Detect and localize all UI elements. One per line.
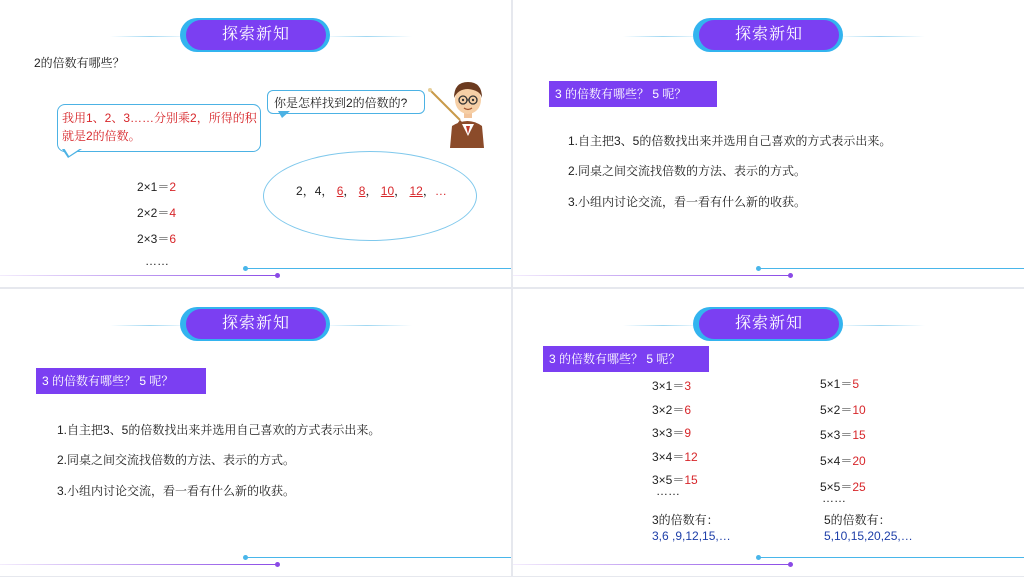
question-label: 3 的倍数有哪些？ 5 呢？ <box>549 81 717 107</box>
step-item: 2.同桌之间交流找倍数的方法、表示的方式。 <box>57 453 296 467</box>
step-item: 3.小组内讨论交流，看一看有什么新的收获。 <box>57 484 296 498</box>
fives-heading: 5的倍数有： <box>824 513 891 527</box>
slide-title: 探索新知 <box>699 309 839 339</box>
equation-row: 2×2＝4 <box>137 206 177 220</box>
equation-row: 5×2＝10 <box>820 403 866 417</box>
speech-bubble-answer <box>57 104 261 152</box>
equation-row: 3×3＝9 <box>652 426 692 440</box>
teacher-icon <box>424 76 486 148</box>
step-item: 3.小组内讨论交流，看一看有什么新的收获。 <box>568 195 807 209</box>
bubble-question-text: 你是怎样找到2的倍数的? <box>274 96 408 110</box>
ellipsis: …… <box>145 254 169 268</box>
slide-title: 探索新知 <box>186 20 326 50</box>
title-banner <box>513 307 1024 343</box>
question-label: 3 的倍数有哪些？ 5 呢？ <box>36 368 206 394</box>
multiples-sequence: 2，4， 6， 8， 10， 12，… <box>296 184 447 198</box>
threes-list: 3,6 ,9,12,15,… <box>652 529 731 543</box>
threes-heading: 3的倍数有： <box>652 513 719 527</box>
equation-row: 3×4＝12 <box>652 450 698 464</box>
equation-row: 3×1＝3 <box>652 379 692 393</box>
slide-1 <box>0 0 511 287</box>
slide-title: 探索新知 <box>186 309 326 339</box>
slide-2 <box>513 0 1024 287</box>
step-item: 1.自主把3、5的倍数找出来并选用自己喜欢的方式表示出来。 <box>568 134 892 148</box>
title-banner <box>0 18 511 54</box>
slide-3 <box>0 289 511 576</box>
equation-row: 2×1＝2 <box>137 180 177 194</box>
title-banner <box>513 18 1024 54</box>
equation-row: 3×2＝6 <box>652 403 692 417</box>
equation-row: 3×5＝15 <box>652 473 698 487</box>
bubble-answer-text: 我用1、2、3……分别乘2，所得的积就是2的倍数。 <box>62 111 257 143</box>
step-item: 1.自主把3、5的倍数找出来并选用自己喜欢的方式表示出来。 <box>57 423 381 437</box>
equation-row: 5×5＝25 <box>820 480 866 494</box>
slide-4 <box>513 289 1024 576</box>
ellipsis: …… <box>656 484 680 498</box>
equation-row: 5×1＝5 <box>820 377 860 391</box>
title-banner <box>0 307 511 343</box>
step-item: 2.同桌之间交流找倍数的方法、表示的方式。 <box>568 164 807 178</box>
question-text: 2的倍数有哪些？ <box>34 56 125 70</box>
equation-row: 2×3＝6 <box>137 232 177 246</box>
slide-title: 探索新知 <box>699 20 839 50</box>
ellipsis: …… <box>822 491 846 505</box>
speech-bubble-question <box>267 90 425 114</box>
question-label: 3 的倍数有哪些？ 5 呢？ <box>543 346 709 372</box>
equation-row: 5×3＝15 <box>820 428 866 442</box>
fives-list: 5,10,15,20,25,… <box>824 529 913 543</box>
equation-row: 5×4＝20 <box>820 454 866 468</box>
